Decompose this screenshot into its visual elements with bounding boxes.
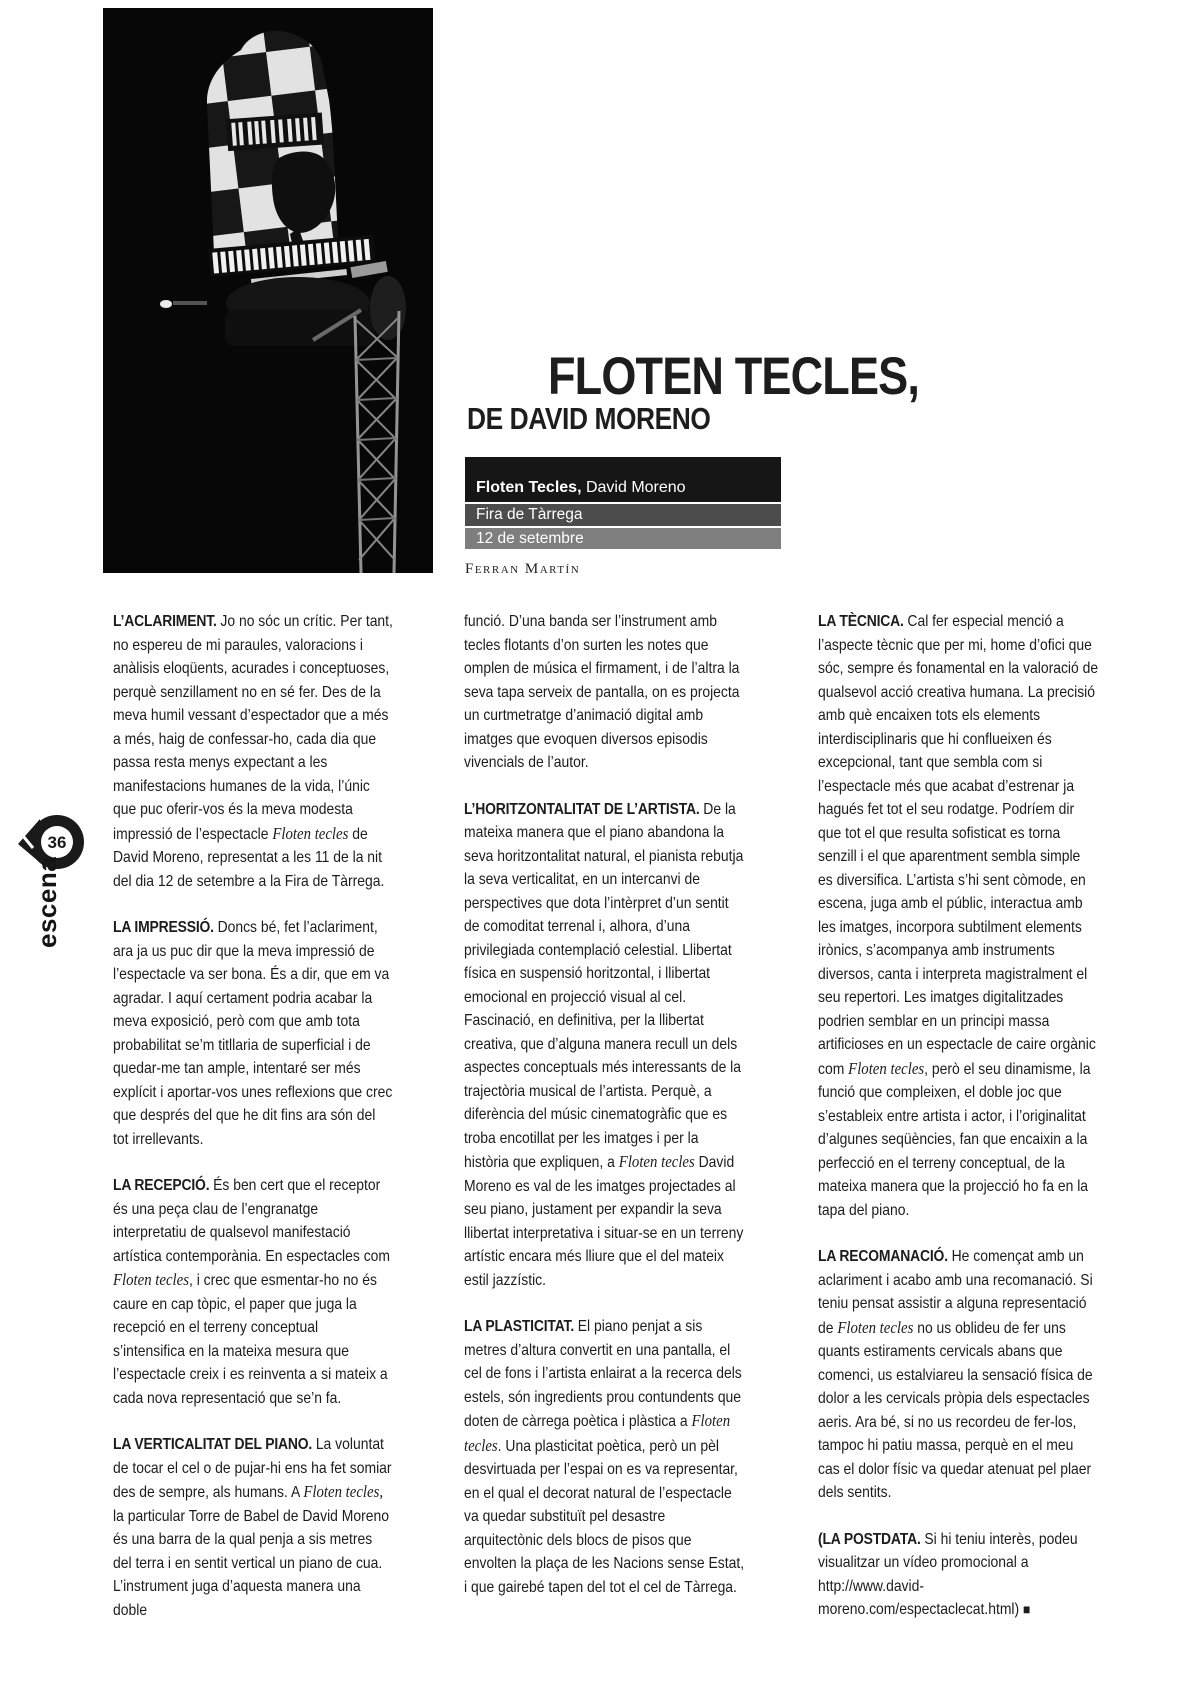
paragraph xyxy=(113,610,393,893)
body-text: Jo no sóc un crític. Per tant, no espereu de mi paraules, valoracions i anàlisis eloqüents, acurades i conceptuoses, perquè senzillament no en sé fer. Des de la meva humil vessant d’espectador que a més a més, haig de confessar-ho, cada dia que passa resta menys expectant a les manifestacions humanes de la vida, l’únic que puc oferir-vos és la meva modesta impressió de l’espectacle xyxy=(113,613,393,843)
paragraph-lead: LA TÈCNICA. xyxy=(818,613,908,630)
show-title-italic: Floten tecles xyxy=(848,1058,925,1078)
body-text: , però el seu dinamisme, la funció que compleixen, el doble joc que s’estableix entre artista i actor, i l’originalitat d’algunes seqüències, fan que encaixin a la perfecció en el terreny conceptual, de la mateixa manera que la projecció ho fa en la tapa del piano. xyxy=(818,1060,1091,1219)
body-text: Si hi teniu interès, podeu visualitzar un vídeo promocional a http://www.david-moreno.com/espectaclecat.html) xyxy=(818,1530,1078,1618)
show-title-italic: Floten tecles, xyxy=(303,1482,384,1501)
paragraph-lead: LA PLASTICITAT. xyxy=(464,1318,578,1335)
article-subtitle: DE DAVID MORENO xyxy=(467,401,711,436)
paragraph xyxy=(464,798,744,1293)
body-text: He començat amb un aclariment i acabo amb una recomanació. Si teniu pensat assistir a alguna representació de xyxy=(818,1248,1093,1337)
paragraph-lead: L’HORITZONTALITAT DE L’ARTISTA. xyxy=(464,800,704,818)
show-title-bar xyxy=(465,457,781,502)
paragraph xyxy=(113,916,393,1151)
body-column-3 xyxy=(818,610,1098,1645)
article-title: FLOTEN TECLES, xyxy=(548,347,920,406)
paragraph-lead: (LA POSTDATA. xyxy=(818,1530,925,1548)
paragraph-lead: LA RECEPCIÓ. xyxy=(113,1177,214,1194)
paragraph xyxy=(818,1528,1098,1622)
show-title-italic: Floten tecles xyxy=(464,1411,731,1455)
performance-photo xyxy=(103,8,433,573)
show-date-bar: 12 de setembre xyxy=(465,528,781,549)
show-name: Floten Tecles, xyxy=(476,479,582,496)
body-text: Cal fer especial menció a l’aspecte tècnic que per mi, home d’ofici que sóc, sempre és fonamental en la valoració de qualsevol acció creativa humana. La precisió amb què encaixen tots els elements interdisciplinaris que hi conflueixen és excepcional, tant que sembla com si l’espectacle més que acabat d’estrenar ja hagués fet tot el seu rodatge. Podríem dir que tot el que resulta sofisticat es torna senzill i el que aparentment sembla simple es diversifica. L’artista s’hi sent còmode, en escena, juga amb el públic, interactua amb les imatges, incorpora subtilment elements irònics, s’acompanya amb instruments diversos, canta i interpreta magistralment el seu repertori. Les imatges digitalitzades podrien semblar en un principi massa artificioses en un espectacle de caire orgànic com xyxy=(818,613,1099,1078)
paragraph-lead: LA VERTICALITAT DEL PIANO. xyxy=(113,1436,316,1453)
body-text: David Moreno es val de les imatges projectades al seu piano, justament per expandir la seva llibertat interpretativa i situar-se en un terreny artístic encara més lliure que el del mateix estil jazzístic. xyxy=(464,1154,744,1289)
paragraph xyxy=(464,1315,744,1599)
body-text: , i crec que esmentar-ho no és caure en cap tòpic, el paper que juga la recepció en el terreny conceptual s’intensifica en la mateixa mesura que l’espectacle creix i es reinventa a si mateix a cada nova representació que se’n fa. xyxy=(113,1272,388,1407)
paragraph xyxy=(113,1433,393,1622)
paragraph xyxy=(818,1245,1098,1505)
show-title-italic: Floten tecles xyxy=(618,1152,695,1171)
body-text: La voluntat de tocar el cel o de pujar-hi ens ha fet somiar des de sempre, als humans. A xyxy=(113,1436,392,1501)
show-title-italic: Floten tecles xyxy=(272,823,349,843)
show-author: David Moreno xyxy=(581,479,686,496)
byline: Ferran Martín xyxy=(465,561,581,577)
show-title-italic: Floten tecles xyxy=(113,1270,189,1289)
body-text: El piano penjat a sis metres d’altura convertit en una pantalla, el cel de fons i l’artista enlairat a la recerca dels estels, són ingredients prou contundents que doten de càrrega poètica i plàstica a xyxy=(464,1318,742,1430)
body-text: la particular Torre de Babel de David Moreno és una barra de la qual penja a sis metres del terra i en sentit vertical un piano de cua. L’instrument juga d’aquesta manera una doble xyxy=(113,1507,389,1619)
body-text: De la mateixa manera que el piano abandona la seva horitzontalitat natural, el pianista rebutja la seva verticalitat, en un intercanvi de perspectives que dota l’intèrpret d’un sentit de comoditat terrenal i, alhora, d’una privilegiada contemplació celestial. Llibertat física en suspensió horitzontal, i llibertat emocional en projecció visual al cel. Fascinació, en definitiva, per la llibertat creativa, que d’alguna manera recull un dels aspectes conceptuals més interessants de la trajectòria musical de l’artista. Perquè, a diferència del músic cinematogràfic que es troba encotillat per les imatges i per la història que expliquen, a xyxy=(464,800,744,1171)
page-number: 36 xyxy=(47,833,67,852)
paragraph xyxy=(818,610,1098,1222)
paragraph-lead: LA RECOMANACIÓ. xyxy=(818,1248,952,1265)
section-label: escena xyxy=(32,856,62,948)
body-text: no us oblideu de fer uns quants estiraments cervicals abans que comenci, us estalviareu la sensació física de dolor a les cervicals pròpia dels espectacles aeris. Ara bé, si no us recordeu de fer-los, tampoc hi patiu massa, perquè en el meu cas el dolor físic va quedar atenuat pel plaer dels sentits. xyxy=(818,1319,1093,1501)
body-column-1 xyxy=(113,610,393,1645)
paragraph-lead: LA IMPRESSIÓ. xyxy=(113,919,218,936)
show-title-italic: Floten tecles xyxy=(837,1317,914,1337)
body-text: . Una plasticitat poètica, però un pèl desvirtuada per l’espai on es va representar, en el qual el decorat natural de l’espectacle va quedar substituït pel desastre arquitectònic dels blocs de pisos que envolten la plaça de les Nacions sense Estat, i que gairebé tapen del tot el cel de Tàrrega. xyxy=(464,1437,745,1596)
piano-tower-illustration xyxy=(103,8,433,573)
paragraph xyxy=(464,610,744,775)
paragraph-lead: L’ACLARIMENT. xyxy=(113,613,221,630)
paragraph xyxy=(113,1174,393,1410)
body-column-2 xyxy=(464,610,744,1622)
end-mark: ■ xyxy=(1023,1601,1031,1617)
show-venue-bar: Fira de Tàrrega xyxy=(465,504,781,526)
body-text: funció. D’una banda ser l’instrument amb tecles flotants d’on surten les notes que omplen de música el firmament, i de l’altra la seva tapa serveix de pantalla, on es projecta un curtmetratge d’animació digital amb imatges que evoquen diversos episodis vivencials de l’autor. xyxy=(464,613,740,771)
body-text: Doncs bé, fet l’aclariment, ara ja us puc dir que la meva impressió de l’espectacle va ser bona. És a dir, que em va agradar. I aquí certament podria acabar la meva exposició, però com que amb tota probabilitat se’m titllaria de superficial i de quedar-me tan ample, intentaré ser més explícit i aportar-vos unes reflexions que crec que després del que he dit fins ara són del tot irrellevants. xyxy=(113,919,393,1148)
body-text: És ben cert que el receptor és una peça clau de l’engranatge interpretatiu de qualsevol manifestació artística contemporània. En espectacles com xyxy=(113,1177,390,1265)
body-text: de David Moreno, representat a les 11 de la nit del dia 12 de setembre a la Fira de Tàrrega. xyxy=(113,825,385,890)
show-info-box xyxy=(465,457,781,549)
